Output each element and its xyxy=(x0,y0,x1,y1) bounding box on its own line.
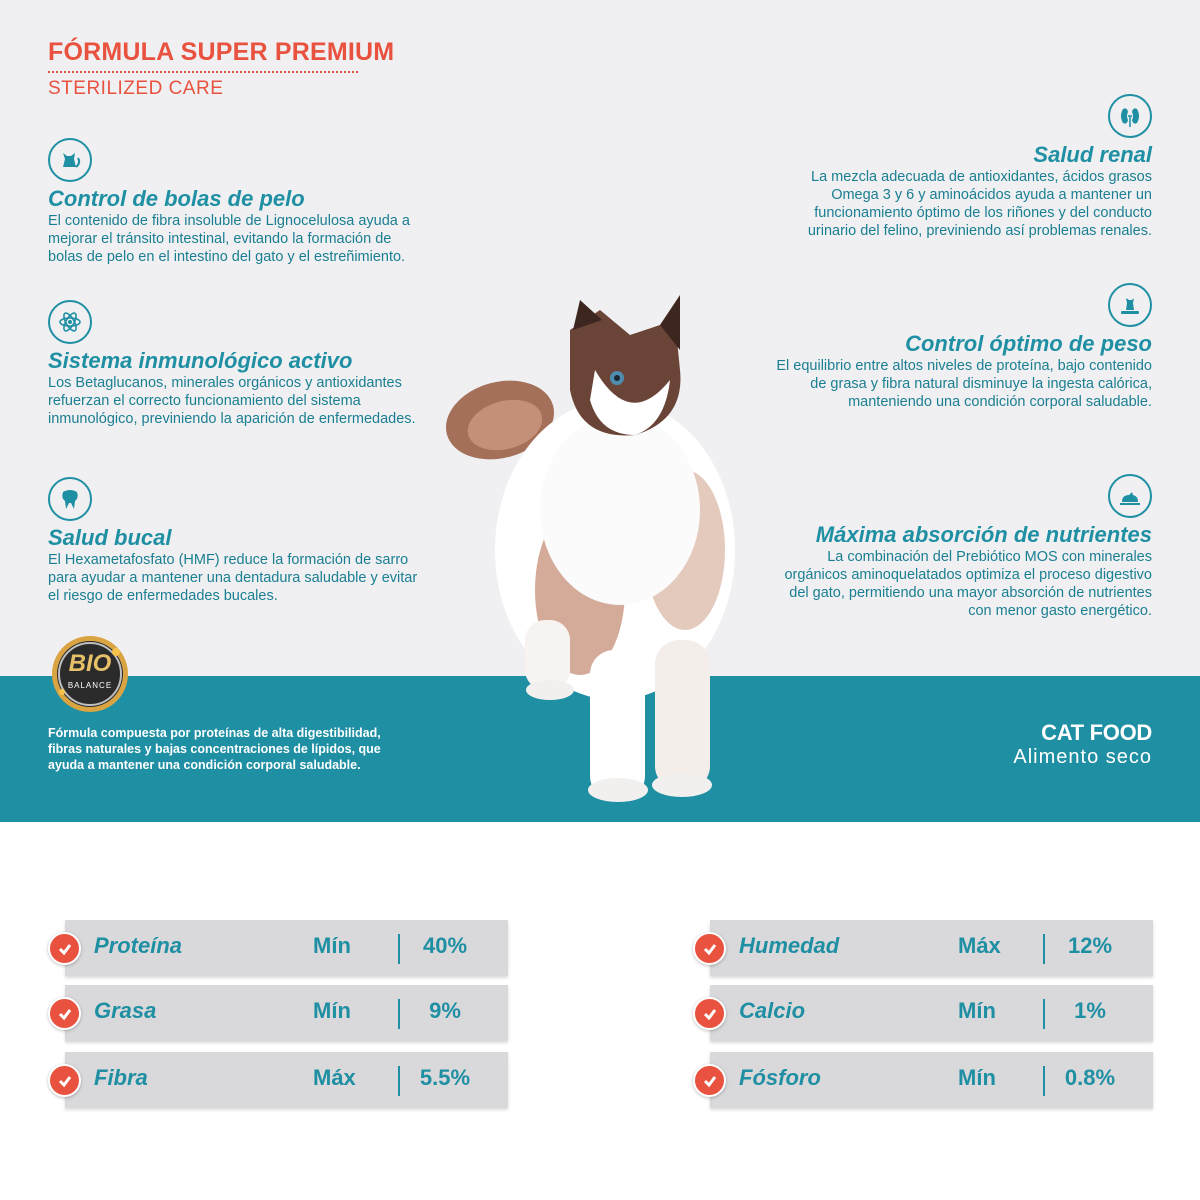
feature-title: Salud renal xyxy=(1033,142,1152,167)
feature-renal xyxy=(772,94,1152,240)
page-subtitle: STERILIZED CARE xyxy=(48,78,224,99)
feature-title: Sistema inmunológico activo xyxy=(48,348,353,373)
feature-title: Control óptimo de peso xyxy=(905,331,1152,356)
kidney-icon xyxy=(1108,94,1152,138)
check-icon xyxy=(48,932,81,965)
nutrient-value: 12% xyxy=(1067,933,1113,958)
nutrient-qualifier: Mín xyxy=(958,998,996,1023)
nutrient-name: Proteína xyxy=(94,933,183,958)
feature-text: El equilibrio entre altos niveles de proteína, bajo contenido de grasa y fibra natural disminuye la ingesta calórica, manteniendo una condición corporal saludable. xyxy=(776,358,1152,410)
nutrient-qualifier: Mín xyxy=(313,998,351,1023)
feature-text: La combinación del Prebiótico MOS con minerales orgánicos aminoquelatados optimiza el proceso digestivo del gato, permitiendo una mayor absorción de nutrientes con menor gasto energético. xyxy=(784,549,1152,619)
atom-icon xyxy=(48,300,92,344)
nutrient-qualifier: Máx xyxy=(313,1065,356,1090)
nutrient-value: 5.5% xyxy=(419,1065,471,1090)
sleeping-cat-icon xyxy=(1108,474,1152,518)
product-line-2: Alimento seco xyxy=(1013,746,1152,768)
nutrient-name: Fibra xyxy=(94,1065,148,1090)
feature-text: La mezcla adecuada de antioxidantes, ácidos grasos Omega 3 y 6 y aminoácidos ayuda a mantener un funcionamiento óptimo de los riñones y del conducto urinario del felino, previniendo así problemas renales. xyxy=(807,169,1152,239)
cat-icon xyxy=(48,138,92,182)
check-icon xyxy=(48,1064,81,1097)
nutrient-row xyxy=(48,1052,508,1108)
tooth-icon xyxy=(48,477,92,521)
nutrient-row xyxy=(693,985,1153,1041)
feature-title: Máxima absorción de nutrientes xyxy=(815,522,1152,547)
product-line-1: CAT FOOD xyxy=(1041,720,1152,745)
feature-oral xyxy=(48,477,428,605)
check-icon xyxy=(48,997,81,1030)
feature-weight xyxy=(772,283,1152,411)
bio-badge-sub: BALANCE xyxy=(67,681,113,690)
title-divider xyxy=(48,71,358,73)
nutrient-name: Fósforo xyxy=(739,1065,821,1090)
nutrient-row xyxy=(693,1052,1153,1108)
feature-title: Salud bucal xyxy=(48,525,172,550)
nutrient-row xyxy=(48,985,508,1041)
bio-badge-main: BIO xyxy=(68,650,112,677)
check-icon xyxy=(693,932,726,965)
bio-description: Fórmula compuesta por proteínas de alta digestibilidad, fibras naturales y bajas concentraciones de lípidos, que ayuda a mantener una condición corporal saludable. xyxy=(48,726,381,772)
feature-text: El contenido de fibra insoluble de Lignocelulosa ayuda a mejorar el tránsito intestinal, evitando la formación de bolas de pelo en el intestino del gato y el estreñimiento. xyxy=(48,213,410,265)
product-label xyxy=(1013,720,1152,769)
nutrient-row xyxy=(693,920,1153,976)
feature-immune xyxy=(48,300,428,428)
page-title: FÓRMULA SUPER PREMIUM xyxy=(48,38,395,66)
feature-title: Control de bolas de pelo xyxy=(48,186,305,211)
nutrient-value: 1% xyxy=(1074,998,1106,1023)
nutrient-name: Humedad xyxy=(739,933,840,958)
cat-photo xyxy=(430,290,770,810)
nutrient-qualifier: Máx xyxy=(958,933,1001,958)
nutrient-row xyxy=(48,920,508,976)
feature-text: El Hexametafosfato (HMF) reduce la formación de sarro para ayudar a mantener una dentadura saludable y evitar el riesgo de enfermedades bucales. xyxy=(48,552,418,604)
check-icon xyxy=(693,1064,726,1097)
nutrient-name: Calcio xyxy=(739,998,806,1023)
nutrient-qualifier: Mín xyxy=(958,1065,996,1090)
nutrient-name: Grasa xyxy=(94,998,157,1023)
feature-hairball xyxy=(48,138,428,266)
nutrient-value: 9% xyxy=(429,998,461,1023)
nutrient-value: 0.8% xyxy=(1064,1065,1116,1090)
feature-absorption xyxy=(772,474,1152,620)
scale-cat-icon xyxy=(1108,283,1152,327)
nutrient-value: 40% xyxy=(422,933,468,958)
nutrient-qualifier: Mín xyxy=(313,933,351,958)
check-icon xyxy=(693,997,726,1030)
feature-text: Los Betaglucanos, minerales orgánicos y antioxidantes refuerzan el correcto funcionamiento del sistema inmunológico, previniendo la aparición de enfermedades. xyxy=(48,375,416,427)
